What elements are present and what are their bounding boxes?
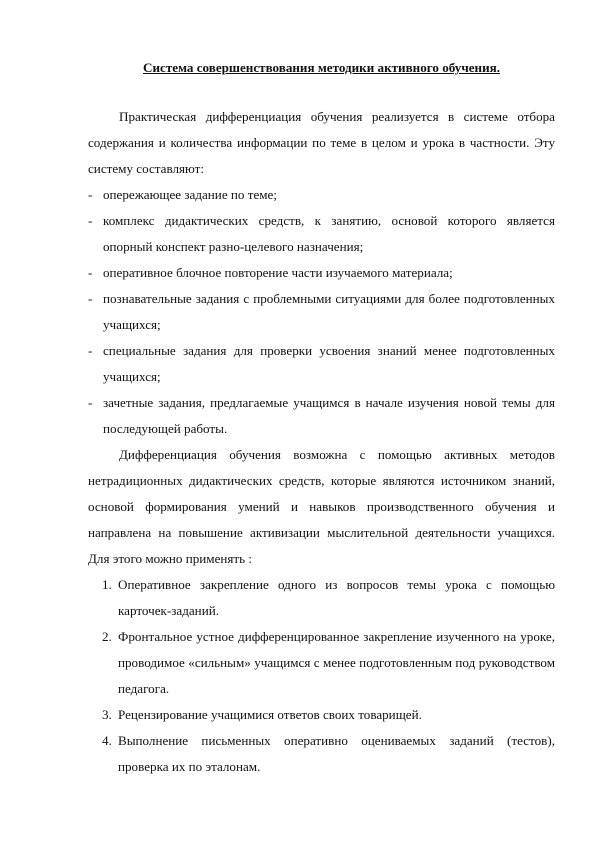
dash-marker: - [88, 187, 93, 202]
list-item [88, 390, 555, 442]
list-item-text: комплекс дидактических средств, к занятию, основой которого является опорный конспект разно-целевого назначения; [103, 213, 555, 254]
item-number: 2. [102, 629, 112, 644]
list-item [88, 286, 555, 338]
list-item-text: познавательные задания с проблемными ситуациями для более подготовленных учащихся; [103, 291, 555, 332]
second-paragraph: Дифференциация обучения возможна с помощью активных методов нетрадиционных дидактических средств, которые являются источником знаний, основой формирования умений и навыков производственного обучения и направлена на повышение активизации мыслительной деятельности учащихся. Для этого можно применять : [88, 447, 555, 566]
list-item-text: зачетные задания, предлагаемые учащимся в начале изучения новой темы для последующей работы. [103, 395, 555, 436]
numbered-item-text: Рецензирование учащимися ответов своих товарищей. [118, 707, 422, 722]
item-number: 1. [102, 577, 112, 592]
dash-marker: - [88, 265, 93, 280]
list-item [88, 338, 555, 390]
dash-marker: - [88, 395, 93, 410]
numbered-item [88, 572, 555, 624]
document-page [88, 58, 555, 780]
numbered-item-text: Выполнение письменных оперативно оцениваемых заданий (тестов), проверка их по эталонам. [118, 733, 555, 774]
intro-paragraph: Практическая дифференциация обучения реализуется в системе отбора содержания и количества информации по теме в целом и урока в частности. Эту систему составляют: [88, 109, 555, 176]
list-item-text: специальные задания для проверки усвоения знаний менее подготовленных учащихся; [103, 343, 555, 384]
dash-marker: - [88, 291, 93, 306]
dash-marker: - [88, 343, 93, 358]
numbered-item [88, 702, 555, 728]
dash-list [88, 182, 555, 442]
list-item [88, 208, 555, 260]
numbered-item-text: Оперативное закрепление одного из вопросов темы урока с помощью карточек-заданий. [118, 577, 555, 618]
list-item [88, 260, 555, 286]
numbered-item [88, 624, 555, 702]
numbered-list [88, 572, 555, 780]
list-item [88, 182, 555, 208]
item-number: 3. [102, 707, 112, 722]
list-item-text: оперативное блочное повторение части изучаемого материала; [103, 265, 453, 280]
numbered-item-text: Фронтальное устное дифференцированное закрепление изученного на уроке, проводимое «сильным» учащимся с менее подготовленным под руководством педагога. [118, 629, 555, 696]
numbered-item [88, 728, 555, 780]
item-number: 4. [102, 733, 112, 748]
dash-marker: - [88, 213, 93, 228]
document-title: Система совершенствования методики активного обучения. [143, 60, 500, 75]
list-item-text: опережающее задание по теме; [103, 187, 277, 202]
